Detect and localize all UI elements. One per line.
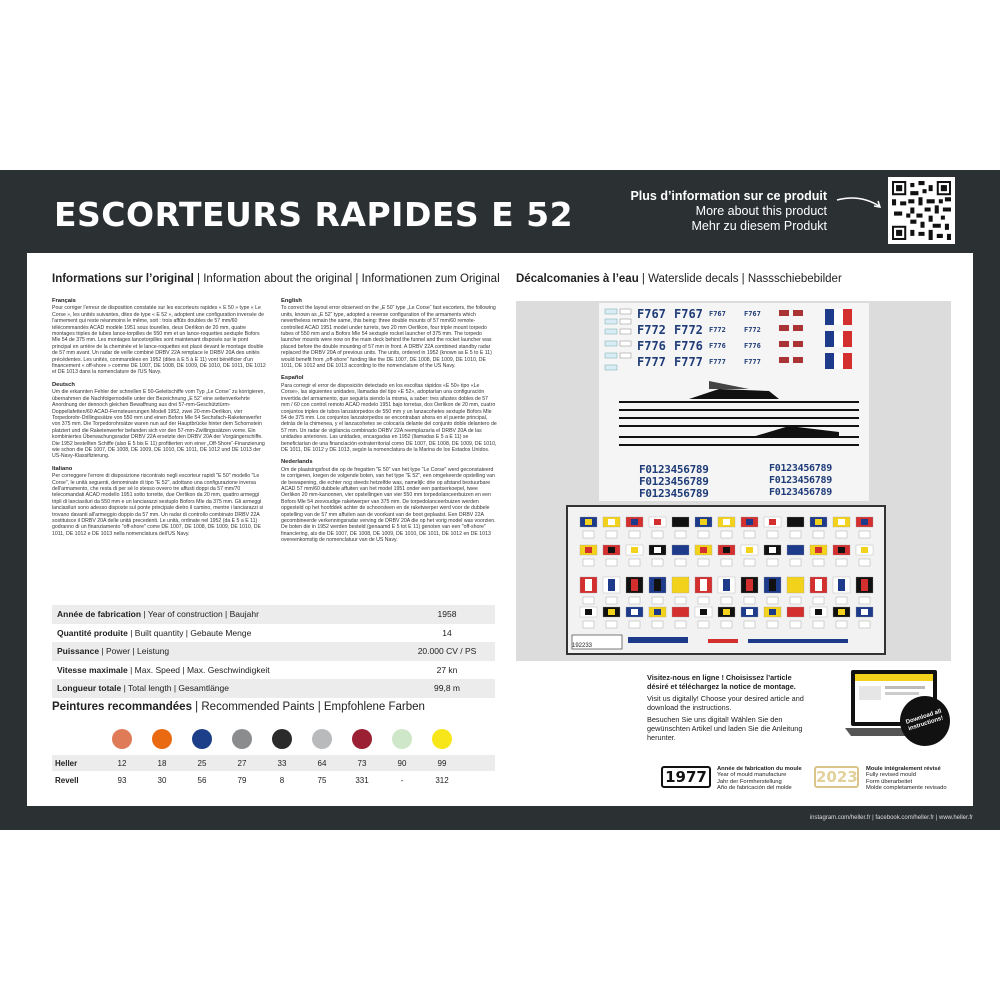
spec-label-bold: Longueur totale [57,683,122,694]
paint-swatch [102,729,142,749]
more-info-en: More about this product [695,204,827,218]
signal-flag [741,517,758,538]
signal-flag [810,517,827,538]
decal-small-boxes [603,307,633,373]
signal-flag [603,607,620,628]
paint-code: 30 [157,775,167,785]
signal-flag [626,545,643,566]
paint-code: 331 [355,775,369,785]
number-strip: F0123456789 [639,475,709,488]
reg-number: F777 [744,358,761,366]
decals-title-rest: | Waterslide decals | Nassschiebebilder [638,273,842,285]
reg-number: F767 [637,307,666,321]
page-title: ESCORTEURS RAPIDES E 52 [54,195,574,234]
paint-code: 25 [197,758,207,768]
spec-row-power [52,642,495,661]
spec-value: 27 kn [436,664,458,675]
paint-swatch-dot [392,729,412,749]
signal-flag [603,577,620,604]
original-info-title-rest: | Information about the original | Informationen zum Original [193,273,500,285]
qr-code-icon [892,181,951,240]
decal-sheet-signal-flags [566,505,886,655]
signal-flag [718,545,735,566]
paint-code: 12 [117,758,127,768]
paint-swatches [102,729,462,749]
signal-flag [626,577,643,604]
spec-label-rest: | Built quantity | Gebaute Menge [127,627,252,638]
reg-number: F772 [709,326,726,334]
new-mould-de: Form überarbeitet [866,778,913,785]
reg-number: F767 [744,310,761,318]
paint-code: 73 [357,758,367,768]
text-es: Para corregir el error de disposición detectado en los escoltas rápidos «E 50» tipo «Le Corse», las siguientes unidades, llamadas del tipo «E 52», adoptarían una configuración invertida del armamento, que seguiría siendo la misma, a saber: tres afustes dobles de 57 mm / 60 con control remoto ACAD modelo 1951 bajo torretas, dos Oerlikon de 20 mm, cuatro conjuntos triples de tubos lanzatorpedos de 550 mm y un lanzacohetes sextuple Bofors Mle 54 de 375 mm. Los conjuntos lanzatorpedos se encontraban ahora en el puente principal, detrás de la chimenea, y el lanzacohetes se colocaría delante del conjunto doble delantero de 57 mm. Un radar de vigilancia combinado DRBV 22A reemplazaría el DRBV 20A de las unidades anteriores. Las unidades, encargadas en 1952 (llamadas E 5 a E 11) se beneficiarían de una financiación extraterritorial como DE 1007, DE 1008, DE 1009, DE 1010, DE 1011, DE 1012 y DE 1013, según la nomenclatura de la Marina de los Estados Unidos. [281,382,497,453]
signal-flag [833,607,850,628]
signal-flag [672,517,689,538]
lang-heading-es: Español [281,375,304,382]
reg-number: F772 [674,323,703,337]
paint-code: 93 [117,775,127,785]
paint-code: 79 [237,775,247,785]
paint-swatch-dot [272,729,292,749]
signal-flag [856,607,873,628]
spec-value: 1958 [437,609,457,620]
paints-title [52,701,425,713]
signal-flags [568,507,884,653]
specs-table [52,605,495,698]
signal-flag [580,517,597,538]
paint-swatch-dot [152,729,172,749]
arrow-icon [835,192,885,216]
signal-flag [626,517,643,538]
signal-flag [649,607,666,628]
paint-code: - [400,775,404,785]
text-column-right [281,298,497,550]
signal-flag [787,517,804,538]
signal-flag [649,577,666,604]
paint-swatch-dot [312,729,332,749]
paint-swatch-dot [192,729,212,749]
paint-code: 90 [397,758,407,768]
decals-title-main: Décalcomanies à l’eau [516,273,639,285]
signal-flag [695,607,712,628]
paint-code: 312 [435,775,449,785]
paint-row-revell [52,772,495,788]
text-nl: Om de plaatsingsfout die op de fregatten "E 50" van het type "Le Corse" werd geconstateerd te corrigeren, kregen de volgende boten, van het type "E 52", een omgekeerde opstelling van de bewapening, die echter nog steeds hetzelfde was, namelijk: drie op afstand bestuurbare ACAD 57 mm/60 dubbele affuiten van het model 1951 onder een pantserkoepel, twee Oerlikon 20 mm-kanonnen, vier opstellingen van vier 550 mm torpedolanceerbuizen en een Bofors Mle 54 zesvoudige raketwerper van 375 mm. De torpedolanceerbuizen werden opgesteld op het hoofddek achter de schoorsteen en de raketwerper werd voor de dubbele opstelling van de 57 mm affuiten aan de voorkant van de boot geplaatst. Een DRBV 22A gecombineerde verkenningsradar verving de DRBV 20A die op het vorig model was voorzien. De boten die in 1952 werden besteld (genaamd E 5 tot E 11) genoten van een "off-shore" financiering, als die DE 1007, DE 1008, DE 1009, DE 1010, DE 1011, DE 1012 en DE 1013 overeenkomstig de nomenclatuur van de US Navy. [281,466,496,544]
decals-title [516,273,842,285]
visit-en: Visit us digitally! Choose your desired article and download the instructions. [647,694,804,712]
signal-flag [856,545,873,566]
more-info-de: Mehr zu diesem Produkt [691,219,827,233]
visit-online-text [647,673,812,745]
paint-swatch [262,729,302,749]
ship-silhouette-decal [689,375,779,405]
signal-flag [718,577,735,604]
reg-number: F777 [674,355,703,369]
signal-flag [672,545,689,566]
spec-label-bold: Vitesse maximale [57,664,128,675]
number-strip: F0123456789 [639,487,709,500]
reg-number: F777 [637,355,666,369]
signal-flag [649,517,666,538]
signal-flag [741,577,758,604]
ship-silhouette-decal [749,418,839,444]
signal-flag [672,577,689,604]
french-flag-decals [779,307,864,373]
new-mould-es: Molde completamente revisado [866,785,947,792]
reg-number: F777 [709,358,726,366]
signal-flag [649,545,666,566]
spec-label-bold: Année de fabrication [57,609,142,620]
paint-code: 8 [279,775,285,785]
spec-label-bold: Quantité produite [57,627,128,638]
reg-number: F776 [637,339,666,353]
product-board [0,170,1000,830]
number-strip: F0123456789 [639,463,709,476]
mould-es: Año de fabricación del molde [717,785,792,792]
spec-row-speed [52,661,495,680]
visit-de: Besuchen Sie uns digital! Wählen Sie den gewünschten Artikel und laden Sie die Anleitung herunter. [647,715,803,742]
signal-flag [787,607,804,628]
spec-label-rest: | Total length | Gesamtlänge [121,683,229,694]
signal-flag [833,577,850,604]
signal-flag [856,517,873,538]
reg-number: F767 [709,310,726,318]
hull-stripe [619,444,859,446]
info-panel [27,253,973,806]
lang-heading-de: Deutsch [52,381,75,388]
paint-swatch [142,729,182,749]
paint-swatch [222,729,262,749]
spec-row-quantity [52,624,495,643]
signal-flag [856,577,873,604]
reg-number: F776 [744,342,761,350]
more-info-text [630,189,827,234]
visit-fr: Visitez-nous en ligne ! Choisissez l’article désiré et téléchargez la notice de montage. [647,673,796,691]
signal-flag [580,545,597,566]
paint-swatch [382,729,422,749]
paint-row-label: Heller [55,758,78,768]
revised-mould-text [866,766,966,792]
lang-heading-it: Italiano [52,465,73,472]
signal-flag [695,545,712,566]
download-instructions-badge[interactable]: Download all instructions! [893,689,956,752]
signal-flag [764,517,781,538]
paint-swatch [422,729,462,749]
mould-year-text [717,766,817,792]
paint-code: 56 [197,775,207,785]
text-en: To correct the layout error observed on the „E 50“ type „Le Corse“ fast escorters, the following units, known as „E 52“ type, adopted a reverse configuration of the armaments which nevertheless remain the same, this being: three double mounts of 57 mm/60 remote-controlled ACAD 1951 model under turrets, two 20 mm Oerlikon, four triple mount torpedo tubes of 550 mm and a Bofors Mle 54 sextuple rocket launcher of 375 mm. The torpedo launcher mounts were now on the main deck behind the funnel and the rocket launcher was placed before the double mounting of 57 mm in front. A DRBV 22A combined standby radar replaced the DRBV 20A of previous units. The units, ordered in 1952 (known as E 5 to E 11) would benefit from „off-shore“ funding like the DE 1007, DE 1008, DE 1009, DE 1010, DE 1011, DE 1012 and DE 1013 according to the nomenclature of the US Navy. [281,305,496,370]
spec-value: 20.000 CV / PS [417,646,477,657]
reg-number: F772 [744,326,761,334]
text-it: Per correggere l'errore di disposizione riscontrato negli escorteur rapidi "E 50" modello "Le Corse", le unità seguenti, denominate di tipo "E 52", adottano una configurazione inversa dell'armamento, che resta di per sé lo stesso ovvero tre affusti doppi da 57 mm/70 telecomandati ACAD modello 1951 sotto torrette, due Oerlikon da 20 mm, quattro armeggi tripli di lanciasiluri da 550 mm e un lanciarazzi sestuplo Bofors Mle da 375 mm. Gli armeggi lanciasiluri sono adesso disposte sul ponte principale dietro il camino, mentre i lanciarazzi si trovano davanti all'armeggio doppio da 57 mm. Un radar di controllo combinato DRBV 22A sostituisce il DRBV 20A delle unità precedenti. Le unità, ordinate nel 1952 (da E 5 a E 11) godranno di un finanziamento "off-shore" come DE 1007, DE 1008, DE 1009, DE 1010, DE 1011, DE 1012 e DE 1013 nella nomenclatura dell'US Navy. [52,473,264,537]
new-mould-fr: Moule intégralement révisé [866,766,941,772]
signal-flag [833,517,850,538]
lang-heading-fr: Français [52,298,76,304]
paints-title-rest: | Recommended Paints | Empfohlene Farben [191,701,425,713]
reg-number: F776 [709,342,726,350]
signal-flag [810,545,827,566]
signal-flag [741,607,758,628]
paint-code: 18 [157,758,167,768]
signal-flag [810,607,827,628]
paint-code: 64 [317,758,327,768]
reg-number: F772 [637,323,666,337]
lang-heading-en: English [281,298,302,304]
paint-code: 99 [437,758,447,768]
signal-flag [810,577,827,604]
signal-flag [718,517,735,538]
paints-title-main: Peintures recommandées [52,701,192,713]
qr-code[interactable] [888,177,955,244]
spec-label-rest: | Max. Speed | Max. Geschwindigkeit [127,664,270,675]
number-strip: F0123456789 [769,463,832,474]
signal-flag [764,577,781,604]
social-links[interactable]: instagram.com/heller.fr | facebook.com/heller.fr | www.heller.fr [809,815,973,821]
paint-row-label: Revell [55,775,79,785]
paint-swatch-dot [112,729,132,749]
new-mould-en: Fully revised mould [866,772,916,779]
mould-de: Jahr der Formherstellung [717,778,782,785]
paint-swatch-dot [232,729,252,749]
decal-sheet-preview [516,301,951,661]
text-de: Um die erkannten Fehler der schnellen E 50-Geleitschiffe vom Typ „Le Corse“ zu korrigieren, übernahmen die Nachfolgemodelle unter der Bezeichnung „E 52“ eine seitenverkehrte Anordnung der dennoch gleichen Bewaffnung aus drei 57-mm-Geschütztürm-Doppellafetten/60 ACAD-Fernsteuerungen Modell 1952, zwei 20-mm-Oerlikon, vier Torpedorohr-Drillingssätze von 550 mm und einen Bofors Mle 54 Sechsfach-Raketenwerfer von 375 mm. Die Torpedorohrsätze waren nun auf der Hauptbrücke hinter dem Schornstein platziert und die Raketenwerfer befanden sich vor den 57-mm-Zwillingssätzen vorne. Ein kombiniertes Überwachungsradar DRBV 22A ersetzte den DRBV 20A der Vorgängerschiffe. Die 1952 bestellten Schiffe (also E 5 bis E 11) profitierten von einer „Off-Shore“-Finanzierung wie schon die DE 1007, DE 1008, DE 1009, DE 1010, DE 1011, DE 1012 und DE 1013 der US-Navy-Klassifizierung. [52,389,265,460]
spec-label-bold: Puissance [57,646,100,657]
signal-flag [695,577,712,604]
signal-flag [787,577,804,604]
spec-row-year [52,605,495,624]
signal-flag [580,607,597,628]
reg-number: F776 [674,339,703,353]
paint-code: 33 [277,758,287,768]
signal-flag [695,517,712,538]
spec-value: 14 [442,627,452,638]
original-info-title [52,273,500,285]
signal-flag [580,577,597,604]
lang-heading-nl: Nederlands [281,459,313,466]
paint-row-heller [52,755,495,771]
paint-swatch [302,729,342,749]
paint-swatch [182,729,222,749]
signal-flag [626,607,643,628]
paint-code: 75 [317,775,327,785]
signal-flag [833,545,850,566]
signal-flag [764,545,781,566]
mould-en: Year of mould manufacture [717,772,787,779]
spec-label-rest: | Year of construction | Baujahr [141,609,259,620]
spec-row-length [52,679,495,698]
signal-flag [672,607,689,628]
revised-mould-badge: 2023 [816,768,858,786]
signal-flag [718,607,735,628]
signal-flag [603,545,620,566]
paint-code: 27 [237,758,247,768]
paint-swatch [342,729,382,749]
text-fr: Pour corriger l'erreur de disposition constatée sur les escorteurs rapides « E 50 » type « Le Corse », les unités suivantes, dites de type « E 52 », adoptent une configuration inversée de l'armement qui reste néanmoins le même, soit : trois affûts doubles de 57 mm/60 télécommandés ACAD modèle 1951 sous tourelles, deux Oerlikon de 20 mm, quatre montages triples de tubes lance-torpilles de 550 mm et un lance-roquettes sextuple Bofors Mle 54 de 375 mm. Les montages lancetorpilles sont maintenant disposés sur le pont principal en arrière de la cheminée et le lance-roquettes est placé devant le montage double de 57 mm avant. Un radar de veille combiné DRBV 22A remplace le DRBV 20A des unités précédentes. Les unités, commandées en 1952 (dites à E 5 à E 11) vont bénéficier d'un financement « off-shore » comme DE 1007, DE 1008, DE 1009, DE 1010, DE 1011, DE 1012 et DE 1013 dans la nomenclature de l'US Navy. [52,305,266,376]
signal-flag [741,545,758,566]
spec-label-rest: | Power | Leistung [99,646,170,657]
sheet-code: 192233 [572,643,593,649]
reg-number: F767 [674,307,703,321]
spec-value: 99,8 m [434,683,460,694]
signal-flag [787,545,804,566]
paint-swatch-dot [432,729,452,749]
signal-flag [764,607,781,628]
number-strip: F0123456789 [769,487,832,498]
hull-stripe [619,409,859,411]
original-info-title-main: Informations sur l’original [52,273,194,285]
number-strip: F0123456789 [769,475,832,486]
mould-year-badge: 1977 [661,766,711,788]
mould-fr: Année de fabrication du moule [717,766,802,772]
text-column-left [52,298,268,543]
paint-swatch-dot [352,729,372,749]
decal-sheet-numbers [599,303,869,501]
signal-flag [603,517,620,538]
more-info-fr: Plus d’information sur ce produit [630,189,827,203]
